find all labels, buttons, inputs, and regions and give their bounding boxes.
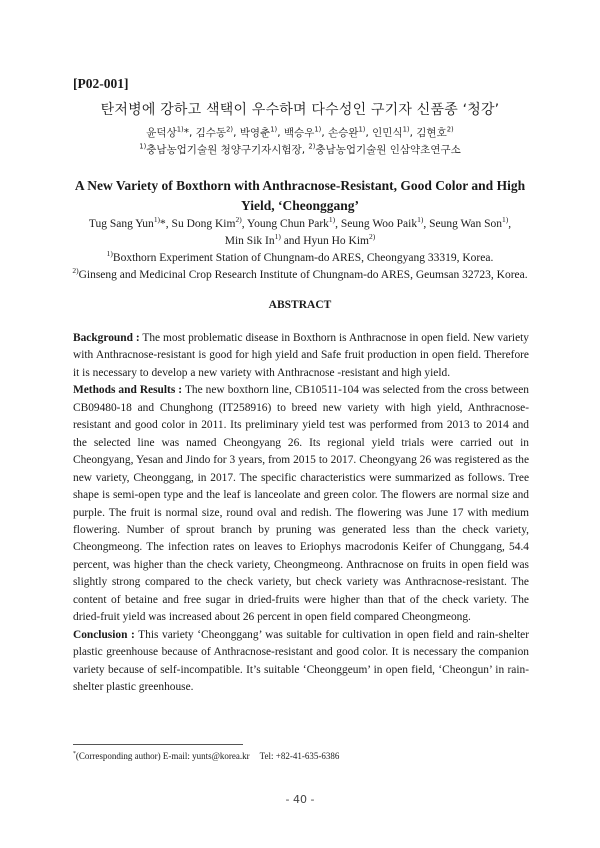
author-separator: and [280,235,304,247]
author-name: 백승우 [283,127,315,139]
author-separator: , [241,218,248,230]
section-label: Conclusion : [73,628,135,641]
author-affiliation-marker: 1) [402,125,410,134]
conclusion-paragraph [73,627,529,697]
korean-authors [0,125,600,140]
affiliation-marker: 2) [308,142,316,151]
abstract-body [73,330,529,697]
author-name: Su Dong Kim [171,218,236,230]
author-separator: *, [160,218,172,230]
author-affiliation-marker: 1) [176,125,184,134]
author-separator: , [409,127,417,139]
footnote [73,751,339,761]
footnote-text: (Corresponding author) E-mail: yunts@korea.kr [75,751,250,761]
affiliation-marker: 2) [72,266,79,276]
author-affiliation-marker: 2) [235,215,242,225]
affiliation-text: Boxthorn Experiment Station of Chungnam-do ARES, Cheongyang 33319, Korea. [112,252,494,264]
affiliation-text: Ginseng and Medicinal Crop Research Institute of Chungnam-do ARES, Geumsan 32723, Korea. [78,269,528,281]
author-separator: , [335,218,341,230]
affiliation-marker: 1) [139,142,147,151]
korean-affiliation-1: 충남농업기술원 청양구기자시험장, [146,144,309,156]
author-name: 윤덕상 [146,127,177,139]
affiliation-marker: 1) [106,249,113,259]
author-affiliation-marker: 1) [153,215,161,225]
author-separator: , [321,127,329,139]
english-authors [70,216,530,250]
author-name: Seung Wan Son [429,218,503,230]
footnote-marker: * [73,751,76,757]
author-name: 김현호 [416,127,447,139]
author-affiliation-marker: 2) [226,125,234,134]
author-separator: , [365,127,373,139]
author-affiliation-marker: 1) [358,125,366,134]
section-label: Background : [73,332,140,344]
abstract-code: [P02-001] [73,76,129,91]
korean-affiliation-2: 충남농업기술원 인삼약초연구소 [315,144,461,156]
section-label: Methods and Results : [73,384,183,397]
author-affiliation-marker: 2) [446,125,454,134]
english-title: A New Variety of Boxthorn with Anthracnose-Resistant, Good Color and High Yield, ‘Cheonggang’ [74,178,526,213]
author-affiliation-marker: 1) [270,125,278,134]
page-number: - 40 - [285,793,315,806]
author-name: Min Sik In [224,235,275,247]
author-affiliation-marker: 1) [274,232,281,242]
author-affiliation-marker: 1) [314,125,322,134]
author-affiliation-marker: 1) [417,215,424,225]
author-name: 박영춘 [239,127,271,139]
author-name: 인민식 [372,127,403,139]
author-name: Hyun Ho Kim [303,235,369,247]
author-affiliation-marker: 2) [369,232,376,242]
english-affiliation-1 [70,250,530,267]
footnote-tel: Tel: +82-41-635-6386 [259,751,340,761]
author-name: Seung Woo Paik [340,218,418,230]
korean-title: 탄저병에 강하고 색택이 우수하며 다수성인 구기자 신품종 ‘청강’ [100,102,500,118]
author-affiliation-marker: 1) [328,215,336,225]
english-affiliation-2 [70,267,530,284]
author-separator: , [423,218,430,230]
author-separator: , [277,127,284,139]
author-name: Young Chun Park [247,218,329,230]
author-name: 김수동 [195,127,227,139]
background-paragraph [73,330,529,382]
methods-paragraph [73,382,529,626]
author-name: 손승완 [328,127,359,139]
footnote-divider [73,744,243,745]
korean-affiliations [0,142,600,157]
section-text: This variety ‘Cheonggang’ was suitable for cultivation in open field and rain-shelter plastic greenhouse because of Anthracnose-resistant and good color. It is necessary the companion variety because of self-incompatible. It’s suitable ‘Cheonggeum’ in open field, ‘Cheongun’ in rain-shelter plastic greenhouse. [73,628,529,694]
section-text: The most problematic disease in Boxthorn is Anthracnose in open field. New variety with Anthracnose-resistant is good for high yield and Safe fruit production in open field. Therefore it is necessary to develop a new variety with Anthracnose -resistant and high yield. [73,332,529,379]
abstract-heading: ABSTRACT [268,299,332,311]
author-affiliation-marker: 1) [502,215,509,225]
section-text: The new boxthorn line, CB10511-104 was selected from the cross between CB09480-18 and Chunghong (IT258916) to breed new variety with high yield, Anthracnose-resistant and good color in 2011. Its preliminary yield test was performed from 2013 to 2014 and the selected line was named Cheongyang 26. Its regional yield trials were carried out in Cheongyang, Yesan and Jindo for 3 years, from 2015 to 2017. Cheongyang 26 was registered as the new variety, Cheonggang, in 2017. The specific characteristics were summarized as follows. Tree shape is semi-open type and the leaf is lanceolate and green color. The flowers are normal size and purple. The fruit is normal size, round oval and redish. The flowering was June 17 with medium flowering. Number of sprout branch by pruning was generated less than the check variety, Cheongmeong. The infection rates on leaves to Eriophys macrodonis Keifer of Chunggang, 54.4 percent, was higher than the check variety, Cheongmeong. Anthracnose on fruits in open field was slightly strong compared to the check variety, but check variety was Anthracnose-resistant. The content of betaine and free sugar in dried-fruits were higher than that of the check variety. The dried-fruit yield was increased about 26 percent in open field compared Cheongmeong. [73,384,529,624]
author-separator: , [233,127,240,139]
author-separator: *, [183,127,196,139]
author-separator: , [508,218,512,230]
author-name: Tug Sang Yun [88,218,154,230]
